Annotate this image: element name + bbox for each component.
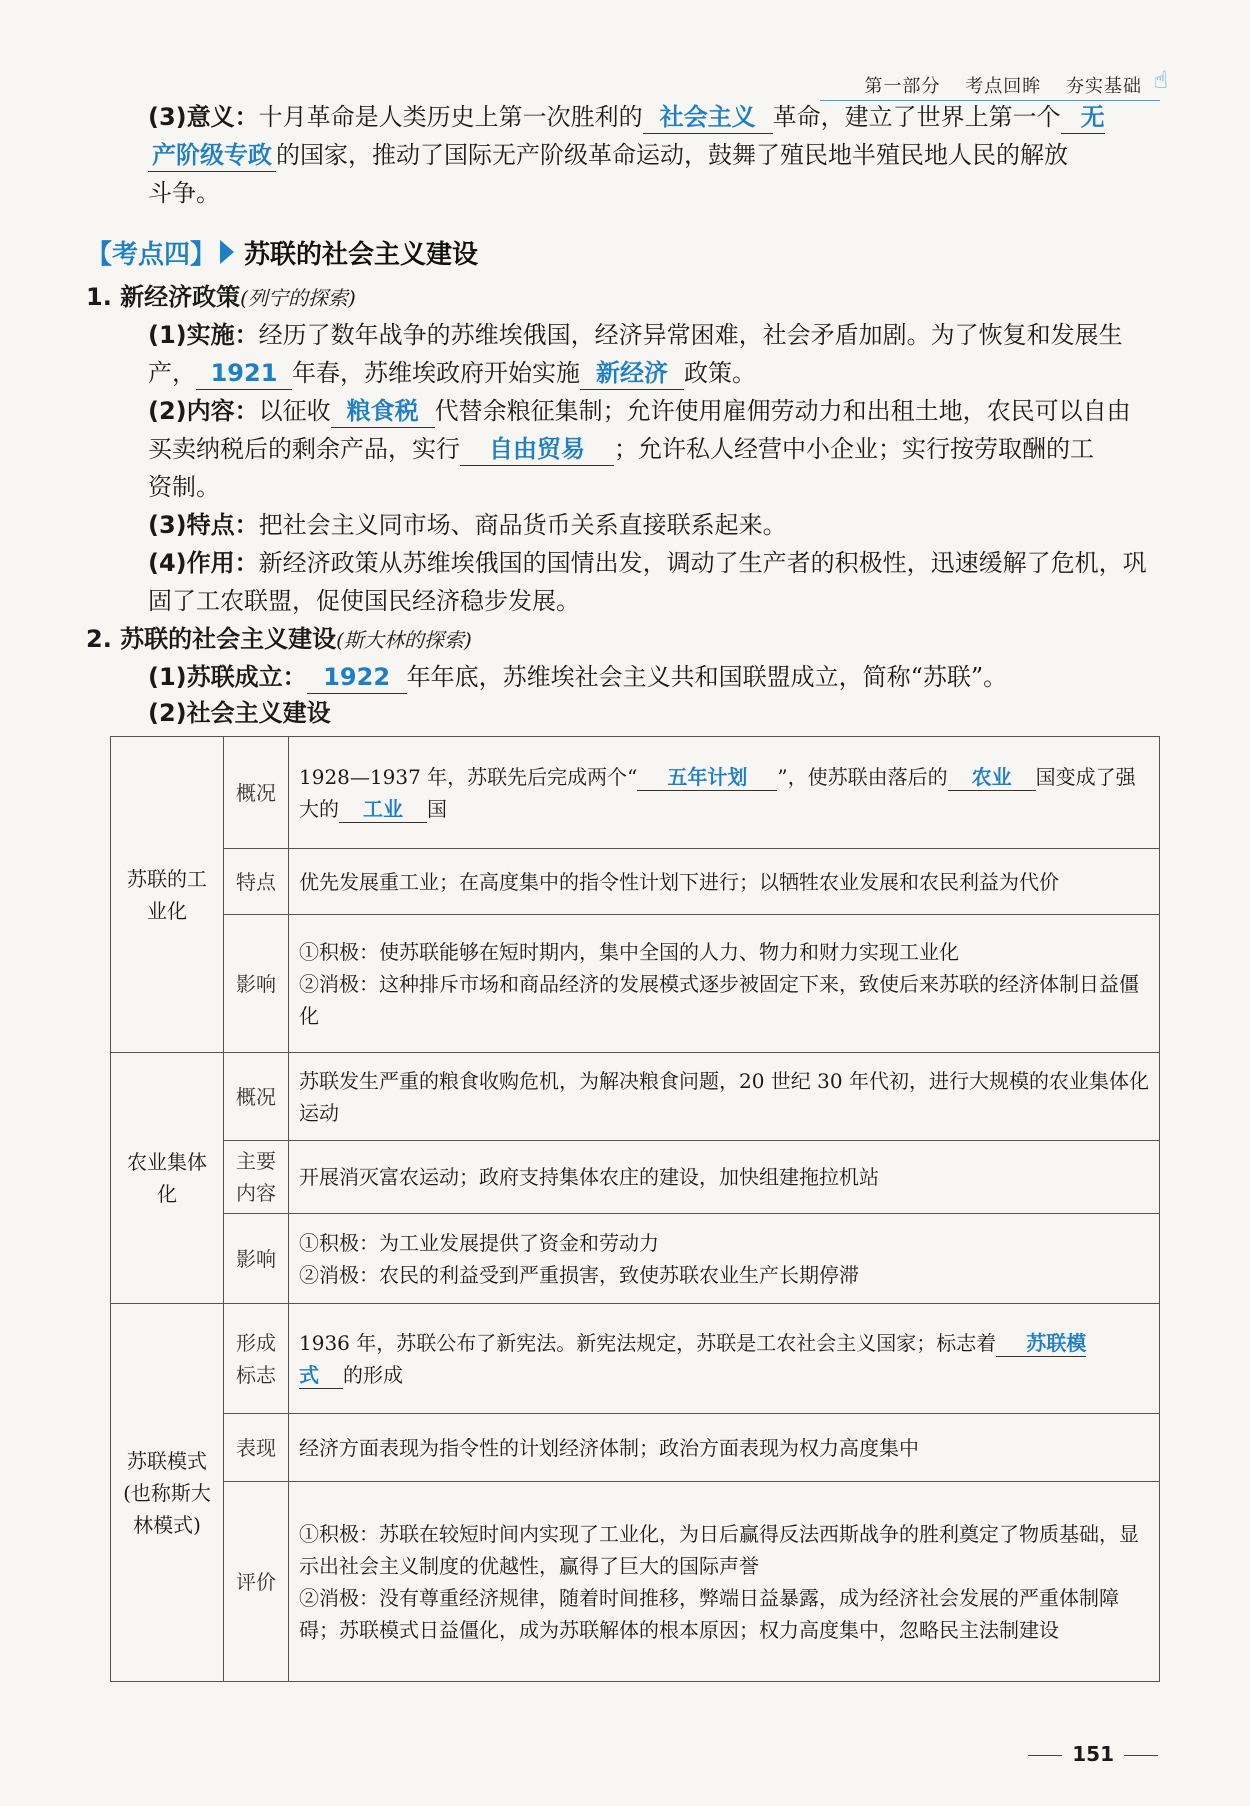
section-title <box>86 232 478 272</box>
heading-note: (列宁的探索) <box>240 286 356 310</box>
impl-label: (1)实施： <box>148 321 259 349</box>
row-label: 影响 <box>224 915 289 1053</box>
heading-text: 2. 苏联的社会主义建设 <box>86 625 337 653</box>
cell: 开展消灭富农运动；政府支持集体农庄的建设，加快组建拖拉机站 <box>289 1141 1160 1214</box>
text: 代替余粮征集制；允许使用雇佣劳动力和出租土地，农民可以自由 <box>434 397 1131 425</box>
nep-implementation <box>148 316 1160 392</box>
table-row <box>111 1414 1160 1482</box>
dash-right <box>1124 1755 1158 1756</box>
text: 经历了数年战争的苏维埃俄国，经济异常困难，社会矛盾加剧。为了恢复和发展生 <box>258 321 1123 349</box>
answer-blank: 1922 <box>307 661 407 694</box>
text: ①积极：使苏联能够在短时期内，集中全国的人力、物力和财力实现工业化 <box>299 939 959 964</box>
effect-label: (4)作用： <box>148 549 259 577</box>
cell <box>289 1304 1160 1414</box>
answer-blank: 自由贸易 <box>460 433 614 466</box>
table-row <box>111 1053 1160 1141</box>
row-label: 形成标志 <box>224 1304 289 1414</box>
text: ②消极：农民的利益受到严重损害，致使苏联农业生产长期停滞 <box>299 1262 859 1287</box>
row-label: 主要内容 <box>224 1141 289 1214</box>
construction-table <box>110 736 1160 1682</box>
text: 革命，建立了世界上第一个 <box>772 103 1061 131</box>
answer-blank: 苏联模 <box>996 1330 1086 1357</box>
answer-blank: 工业 <box>339 796 427 823</box>
group-label: 农业集体化 <box>127 1150 207 1206</box>
text: ①积极：为工业发展提供了资金和劳动力 <box>299 1230 659 1255</box>
page-number <box>1018 1742 1168 1766</box>
text: 把社会主义同市场、商品货币关系直接联系起来。 <box>258 511 787 539</box>
row-group-collectivization <box>111 1053 224 1304</box>
content-label: (2)内容： <box>148 397 259 425</box>
text: 买卖纳税后的剩余产品，实行 <box>148 435 460 463</box>
text: ②消极：没有尊重经济规律，随着时间推移，弊端日益暴露，成为经济社会发展的严重体制障碍；苏联模式日益僵化，成为苏联解体的根本原因；权力高度集中，忽略民主法制建设 <box>299 1585 1119 1642</box>
text: 固了工农联盟，促使国民经济稳步发展。 <box>148 587 580 615</box>
text: 1928—1937 年，苏联先后完成两个“ <box>299 764 638 789</box>
cell: 苏联发生严重的粮食收购危机，为解决粮食问题，20 世纪 30 年代初，进行大规模的农业集体化运动 <box>289 1053 1160 1141</box>
table-row <box>111 1214 1160 1304</box>
answer-blank: 新经济 <box>580 357 684 390</box>
cell: 经济方面表现为指令性的计划经济体制；政治方面表现为权力高度集中 <box>289 1414 1160 1482</box>
section-badge: 【考点四】 <box>86 239 217 270</box>
text: 斗争。 <box>148 179 220 207</box>
group-label: 苏联模式 <box>127 1448 207 1473</box>
text: 的形成 <box>343 1362 403 1387</box>
header-part: 第一部分 <box>864 76 941 97</box>
meaning-label: (3)意义： <box>148 103 259 131</box>
text: ①积极：苏联在较短时间内实现了工业化，为日后赢得反法西斯战争的胜利奠定了物质基础，显示出社会主义制度的优越性，赢得了巨大的国际声誉 <box>299 1521 1139 1578</box>
row-label: 影响 <box>224 1214 289 1304</box>
text: 产， <box>148 359 196 387</box>
row-label: 概况 <box>224 737 289 849</box>
row-label: 表现 <box>224 1414 289 1482</box>
ussr-founding <box>148 658 1160 696</box>
row-label: 特点 <box>224 849 289 915</box>
cell <box>289 737 1160 849</box>
cell <box>289 915 1160 1053</box>
row-group-soviet-model <box>111 1304 224 1682</box>
table-row <box>111 915 1160 1053</box>
text: 以征收 <box>258 397 331 425</box>
text: 的国家，推动了国际无产阶级革命运动，鼓舞了殖民地半殖民地人民的解放 <box>276 141 1068 169</box>
header-foundation: 夯实基础 <box>1066 76 1142 97</box>
heading-note: (斯大林的探索) <box>336 628 472 652</box>
header-review: 考点回眸 <box>965 76 1042 97</box>
build-label-row <box>148 694 1160 732</box>
table-row <box>111 1304 1160 1414</box>
nep-heading <box>86 278 356 317</box>
pointing-hand-icon: ☝ <box>1153 66 1168 94</box>
text: ②消极：这种排斥市场和商品经济的发展模式逐步被固定下来，致使后来苏联的经济体制日益僵化 <box>299 971 1139 1028</box>
answer-blank: 1921 <box>196 357 292 390</box>
text: 国变成了强大的 <box>299 764 1136 821</box>
cell <box>289 1482 1160 1682</box>
text: 新经济政策从苏维埃俄国的国情出发，调动了生产者的积极性，迅速缓解了危机，巩 <box>258 549 1147 577</box>
page-number-text: 151 <box>1072 1742 1114 1766</box>
text: ；允许私人经营中小企业；实行按劳取酬的工 <box>614 435 1094 463</box>
answer-blank: 产阶级专政 <box>148 139 276 172</box>
build-label: (2)社会主义建设 <box>148 699 331 727</box>
text: 政策。 <box>684 359 756 387</box>
feature-label: (3)特点： <box>148 511 259 539</box>
answer-blank: 社会主义 <box>643 101 773 134</box>
answer-blank: 式 <box>299 1362 343 1389</box>
nep-effect <box>148 544 1160 620</box>
text: 十月革命是人类历史上第一次胜利的 <box>258 103 643 131</box>
group-label: 苏联的工业化 <box>127 866 207 923</box>
meaning-paragraph <box>148 98 1160 212</box>
section-heading: 苏联的社会主义建设 <box>244 239 479 270</box>
row-group-industrialization <box>111 737 224 1053</box>
dash-left <box>1028 1755 1062 1756</box>
text: 1936 年，苏联公布了新宪法。新宪法规定，苏联是工农社会主义国家；标志着 <box>299 1330 997 1355</box>
answer-blank: 五年计划 <box>637 764 777 791</box>
row-label: 评价 <box>224 1482 289 1682</box>
text: 年年底，苏维埃社会主义共和国联盟成立，简称“苏联”。 <box>406 663 1008 691</box>
table-row <box>111 1482 1160 1682</box>
nep-feature <box>148 506 1160 544</box>
row-label: 概况 <box>224 1053 289 1141</box>
answer-blank: 粮食税 <box>331 395 435 428</box>
heading-text: 1. 新经济政策 <box>86 283 241 311</box>
text: 资制。 <box>148 473 220 501</box>
text: 年春，苏维埃政府开始实施 <box>292 359 580 387</box>
table-row <box>111 1141 1160 1214</box>
text: 国 <box>427 796 447 821</box>
answer-blank: 无 <box>1061 101 1105 134</box>
table-row <box>111 849 1160 915</box>
founding-label: (1)苏联成立： <box>148 663 307 691</box>
stalin-heading <box>86 620 472 659</box>
cell <box>289 1214 1160 1304</box>
answer-blank: 农业 <box>948 764 1036 791</box>
group-note: (也称斯大林模式) <box>123 1480 211 1537</box>
text: ”，使苏联由落后的 <box>777 764 948 789</box>
nep-content <box>148 392 1160 506</box>
running-header <box>847 72 1142 98</box>
cell: 优先发展重工业；在高度集中的指令性计划下进行；以牺牲农业发展和农民利益为代价 <box>289 849 1160 915</box>
triangle-icon <box>220 240 234 264</box>
table-row <box>111 737 1160 849</box>
